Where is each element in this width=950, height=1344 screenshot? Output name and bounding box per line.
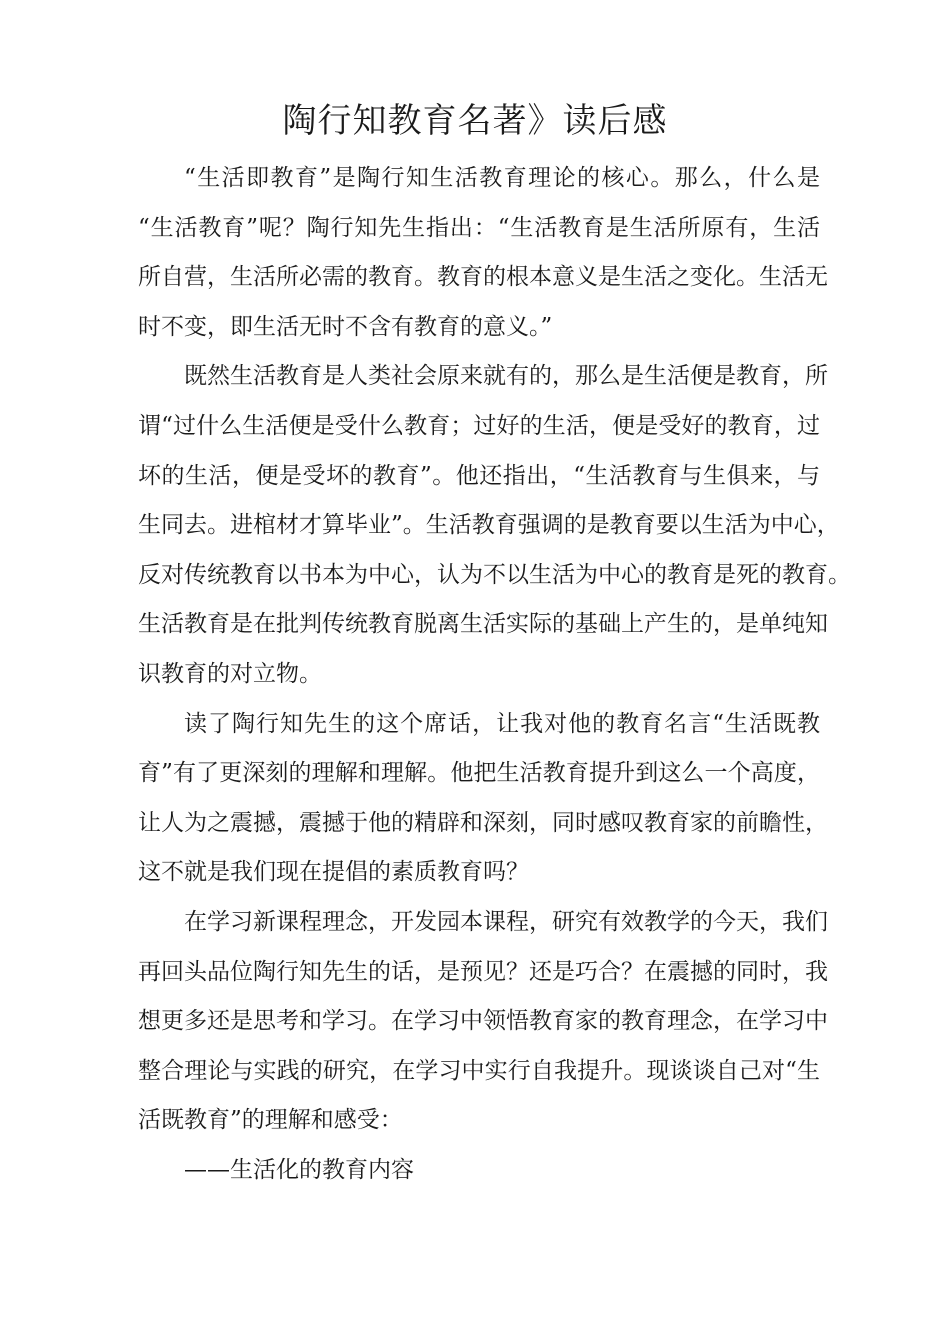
section-heading: ——生活化的教育内容 — [184, 1156, 414, 1183]
paragraph-line: 生活教育是在批判传统教育脱离生活实际的基础上产生的，是单纯知 — [138, 611, 828, 638]
paragraph-line: 整合理论与实践的研究，在学习中实行自我提升。现谈谈自己对“生 — [138, 1057, 820, 1084]
paragraph-line: 活既教育”的理解和感受： — [138, 1107, 403, 1134]
paragraph-line: 识教育的对立物。 — [138, 660, 322, 687]
document-body — [138, 154, 851, 1195]
paragraph-line: “生活教育”呢？陶行知先生指出：“生活教育是生活所原有，生活 — [138, 214, 820, 241]
paragraph-line: 育”有了更深刻的理解和理解。他把生活教育提升到这么一个高度， — [138, 760, 820, 787]
paragraph-line: 谓“过什么生活便是受什么教育；过好的生活，便是受好的教育，过 — [138, 412, 820, 439]
paragraph-line: 时不变，即生活无时不含有教育的意义。” — [138, 313, 553, 340]
paragraph-line: 这不就是我们现在提倡的素质教育吗？ — [138, 859, 529, 886]
paragraph-line: 反对传统教育以书本为中心，认为不以生活为中心的教育是死的教育。 — [138, 561, 851, 588]
paragraph-line: 读了陶行知先生的这个席话，让我对他的教育名言“生活既教 — [184, 710, 820, 737]
paragraph-line: 再回头品位陶行知先生的话，是预见？还是巧合？在震撼的同时，我 — [138, 958, 828, 985]
paragraph-line: 让人为之震撼，震撼于他的精辟和深刻，同时感叹教育家的前瞻性， — [138, 809, 828, 836]
paragraph-line: 既然生活教育是人类社会原来就有的，那么是生活便是教育，所 — [184, 363, 828, 390]
paragraph-line: 所自营，生活所必需的教育。教育的根本意义是生活之变化。生活无 — [138, 264, 828, 291]
paragraph-line: 想更多还是思考和学习。在学习中领悟教育家的教育理念，在学习中 — [138, 1008, 828, 1035]
paragraph-line: 在学习新课程理念，开发园本课程，研究有效教学的今天，我们 — [184, 908, 828, 935]
paragraph-line: 坏的生活，便是受坏的教育”。他还指出，“生活教育与生俱来，与 — [138, 462, 820, 489]
paragraph-line: “生活即教育”是陶行知生活教育理论的核心。那么，什么是 — [184, 165, 820, 191]
document-title: 陶行知教育名著》读后感 — [282, 101, 668, 141]
paragraph-line: 生同去。进棺材才算毕业”。生活教育强调的是教育要以生活为中心， — [138, 512, 840, 539]
